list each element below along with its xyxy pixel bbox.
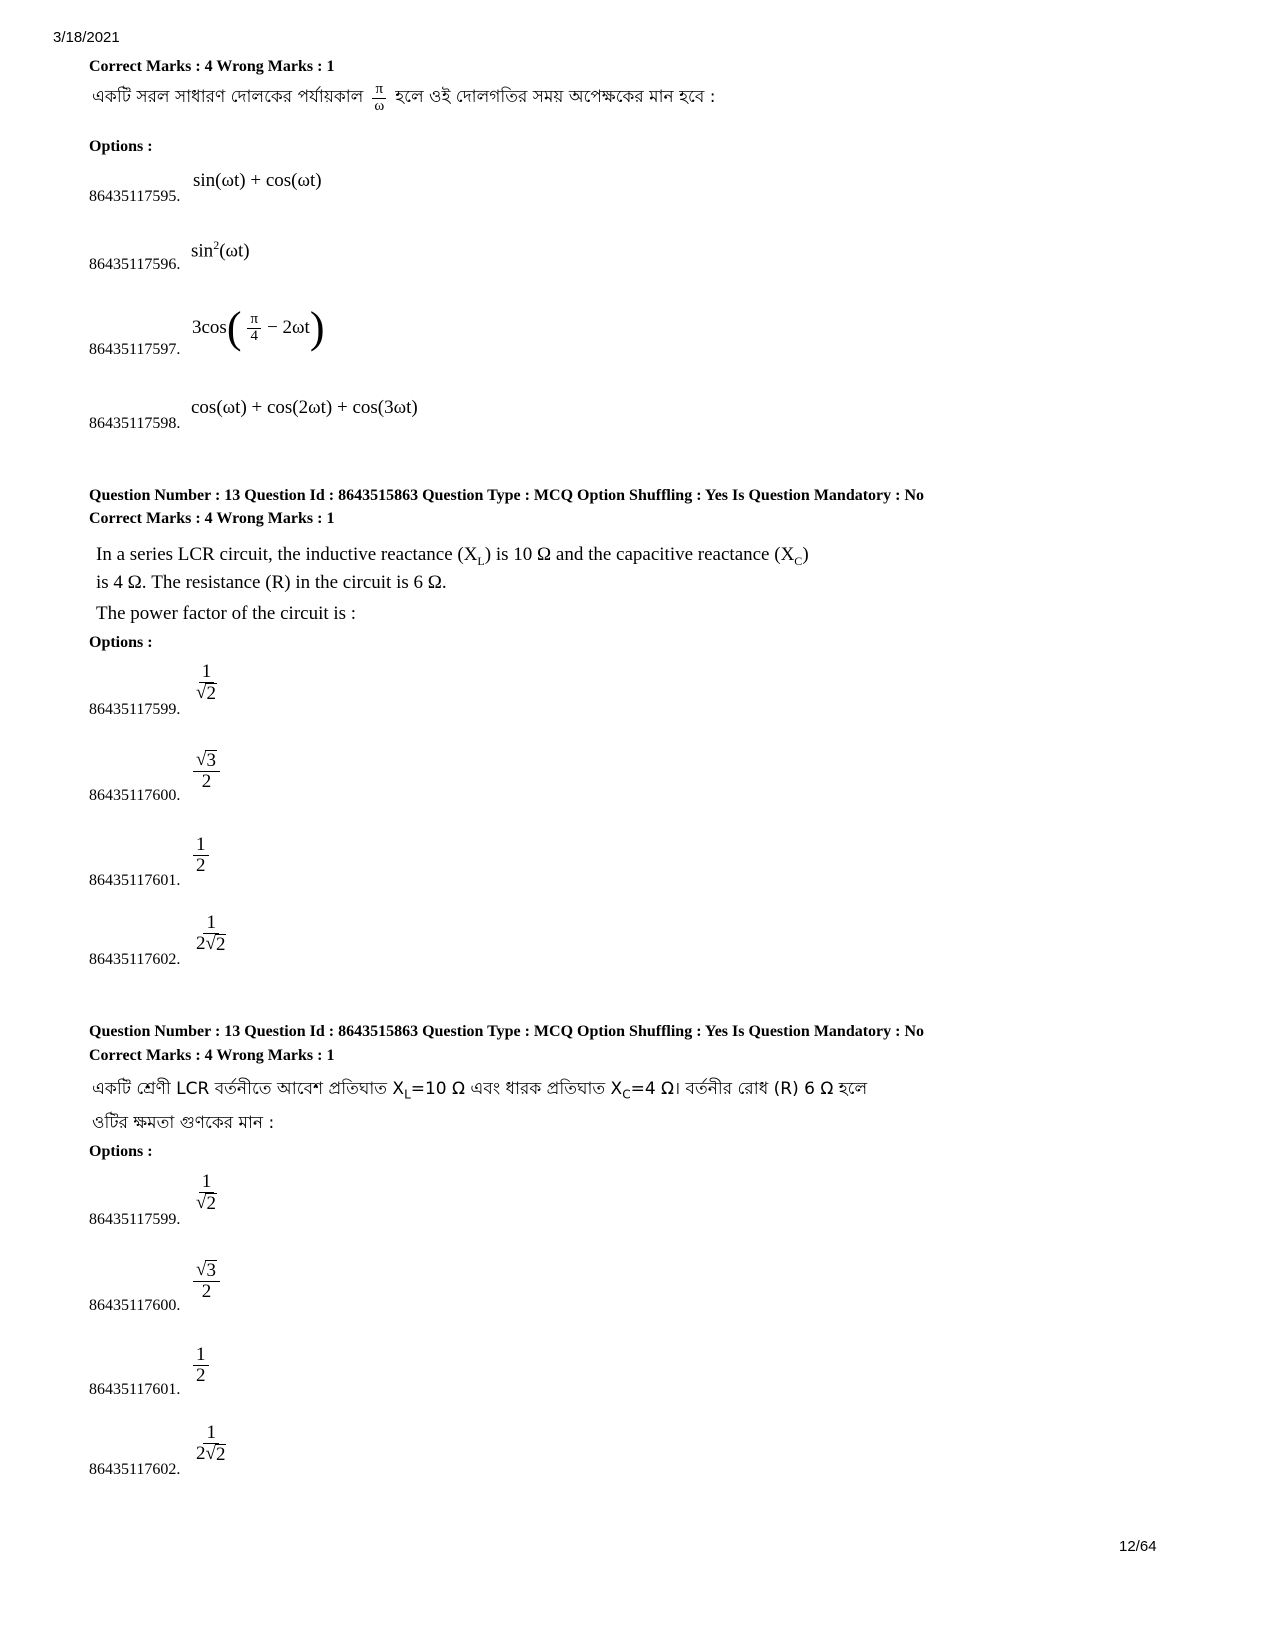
expr-part: 3cos bbox=[192, 317, 227, 338]
option-expression bbox=[193, 750, 220, 792]
question-text-part: একটি সরল সাধারণ দোলকের পর্যায়কাল bbox=[92, 87, 364, 108]
fraction-numerator: √ 3 bbox=[193, 1260, 220, 1282]
question-text-bengali bbox=[92, 82, 715, 115]
marks-line: Correct Marks : 4 Wrong Marks : 1 bbox=[89, 1047, 335, 1064]
text-part: =4 Ω। বর্তনীর রোধ (R) 6 Ω হলে bbox=[630, 1079, 868, 1099]
text-part: ) bbox=[802, 544, 809, 565]
subscript: L bbox=[477, 553, 485, 568]
right-paren: ) bbox=[309, 303, 325, 352]
text-part: =10 Ω এবং ধারক প্রতিঘাত X bbox=[410, 1079, 623, 1099]
question-line bbox=[92, 1076, 867, 1104]
text-part: ) is 10 Ω and the capacitive reactance (X bbox=[484, 544, 795, 565]
fraction-denominator: 2 bbox=[196, 854, 206, 876]
subscript: C bbox=[794, 553, 803, 568]
expr-part: (ωt) bbox=[219, 240, 250, 262]
fraction-numerator: 1 bbox=[203, 913, 219, 934]
expr-fraction bbox=[193, 835, 209, 876]
option-expression: sin(ωt) + cos(ωt) bbox=[193, 170, 322, 191]
fraction-denominator: 2 bbox=[201, 1280, 212, 1302]
fraction-denominator: 4 bbox=[250, 327, 259, 344]
expr-fraction bbox=[193, 750, 220, 792]
expr-part: sin bbox=[191, 240, 214, 262]
fraction-numerator: π bbox=[247, 312, 261, 329]
expr-fraction bbox=[247, 312, 261, 345]
question-text-part: হলে ওই দোলগতির সময় অপেক্ষকের মান হবে : bbox=[395, 87, 716, 108]
fraction-denominator: 2 bbox=[196, 1364, 206, 1386]
expr-fraction bbox=[193, 662, 220, 704]
expr-exponent: 2 bbox=[213, 238, 220, 252]
options-label: Options : bbox=[89, 138, 153, 155]
question-meta: Question Number : 13 Question Id : 8643515863 Question Type : MCQ Option Shuffling : Yes Is Question Mandatory : No bbox=[89, 1023, 925, 1040]
question-line bbox=[96, 544, 809, 569]
radicand: 2 bbox=[206, 682, 216, 704]
page-number: 12/64 bbox=[1119, 1538, 1157, 1555]
marks-line: Correct Marks : 4 Wrong Marks : 1 bbox=[89, 58, 335, 75]
option-expression bbox=[193, 1345, 209, 1386]
radicand: 3 bbox=[206, 1260, 216, 1281]
fraction-numerator: 1 bbox=[193, 1345, 209, 1366]
option-expression bbox=[193, 1172, 220, 1214]
fraction-numerator: 1 bbox=[199, 1172, 215, 1193]
subscript: C bbox=[622, 1087, 631, 1102]
option-expression bbox=[193, 913, 229, 955]
fraction-denominator: √ 2 bbox=[196, 681, 216, 704]
question-line: The power factor of the circuit is : bbox=[96, 603, 357, 624]
option-expression bbox=[193, 1260, 220, 1302]
print-date: 3/18/2021 bbox=[53, 29, 120, 46]
option-id: 86435117595. bbox=[89, 188, 181, 205]
option-id: 86435117596. bbox=[89, 256, 181, 273]
left-paren: ( bbox=[226, 303, 242, 352]
fraction-numerator: 1 bbox=[199, 662, 215, 683]
radicand: 2 bbox=[206, 1192, 216, 1214]
radicand: 2 bbox=[215, 933, 226, 955]
fraction-denominator: ω bbox=[374, 97, 385, 114]
period-fraction bbox=[371, 82, 387, 115]
expr-fraction bbox=[193, 1172, 220, 1214]
subscript: L bbox=[404, 1087, 411, 1102]
option-id: 86435117602. bbox=[89, 951, 181, 968]
option-expression: cos(ωt) + cos(2ωt) + cos(3ωt) bbox=[191, 397, 418, 418]
option-id: 86435117602. bbox=[89, 1461, 181, 1478]
options-label: Options : bbox=[89, 634, 153, 651]
text-part: In a series LCR circuit, the inductive reactance (X bbox=[96, 544, 478, 565]
option-id: 86435117601. bbox=[89, 1381, 181, 1398]
options-label: Options : bbox=[89, 1143, 153, 1160]
expr-fraction bbox=[193, 1260, 220, 1302]
coef: 2 bbox=[196, 932, 206, 954]
fraction-numerator: 1 bbox=[193, 835, 209, 856]
option-id: 86435117598. bbox=[89, 415, 181, 432]
fraction-numerator: 1 bbox=[203, 1423, 219, 1444]
option-id: 86435117600. bbox=[89, 787, 181, 804]
option-expression bbox=[193, 835, 209, 876]
option-expression bbox=[193, 1423, 229, 1465]
coef: 2 bbox=[196, 1442, 206, 1464]
option-id: 86435117599. bbox=[89, 1211, 181, 1228]
option-id: 86435117599. bbox=[89, 701, 181, 718]
fraction-denominator: 2 √ 2 bbox=[196, 1442, 226, 1465]
fraction-numerator: √ 3 bbox=[193, 750, 220, 772]
expr-fraction bbox=[193, 1423, 229, 1465]
fraction-denominator: 2 bbox=[201, 770, 212, 792]
question-line: ওটির ক্ষমতা গুণকের মান : bbox=[92, 1113, 275, 1133]
question-line: is 4 Ω. The resistance (R) in the circuit is 6 Ω. bbox=[96, 572, 447, 593]
option-id: 86435117597. bbox=[89, 341, 181, 358]
expr-fraction bbox=[193, 913, 229, 955]
option-expression bbox=[192, 303, 325, 352]
fraction-numerator: π bbox=[372, 82, 386, 99]
marks-line: Correct Marks : 4 Wrong Marks : 1 bbox=[89, 510, 335, 527]
expr-part: − 2ωt bbox=[267, 317, 310, 338]
fraction-denominator: √ 2 bbox=[196, 1191, 216, 1214]
question-meta: Question Number : 13 Question Id : 8643515863 Question Type : MCQ Option Shuffling : Yes Is Question Mandatory : No bbox=[89, 487, 925, 504]
option-id: 86435117600. bbox=[89, 1297, 181, 1314]
text-part: একটি শ্রেণী LCR বর্তনীতে আবেশ প্রতিঘাত X bbox=[92, 1079, 405, 1099]
option-expression bbox=[191, 238, 250, 262]
option-id: 86435117601. bbox=[89, 872, 181, 889]
fraction-denominator: 2 √ 2 bbox=[196, 932, 226, 955]
radicand: 2 bbox=[215, 1443, 226, 1465]
option-expression bbox=[193, 662, 220, 704]
radicand: 3 bbox=[206, 750, 216, 771]
expr-fraction bbox=[193, 1345, 209, 1386]
